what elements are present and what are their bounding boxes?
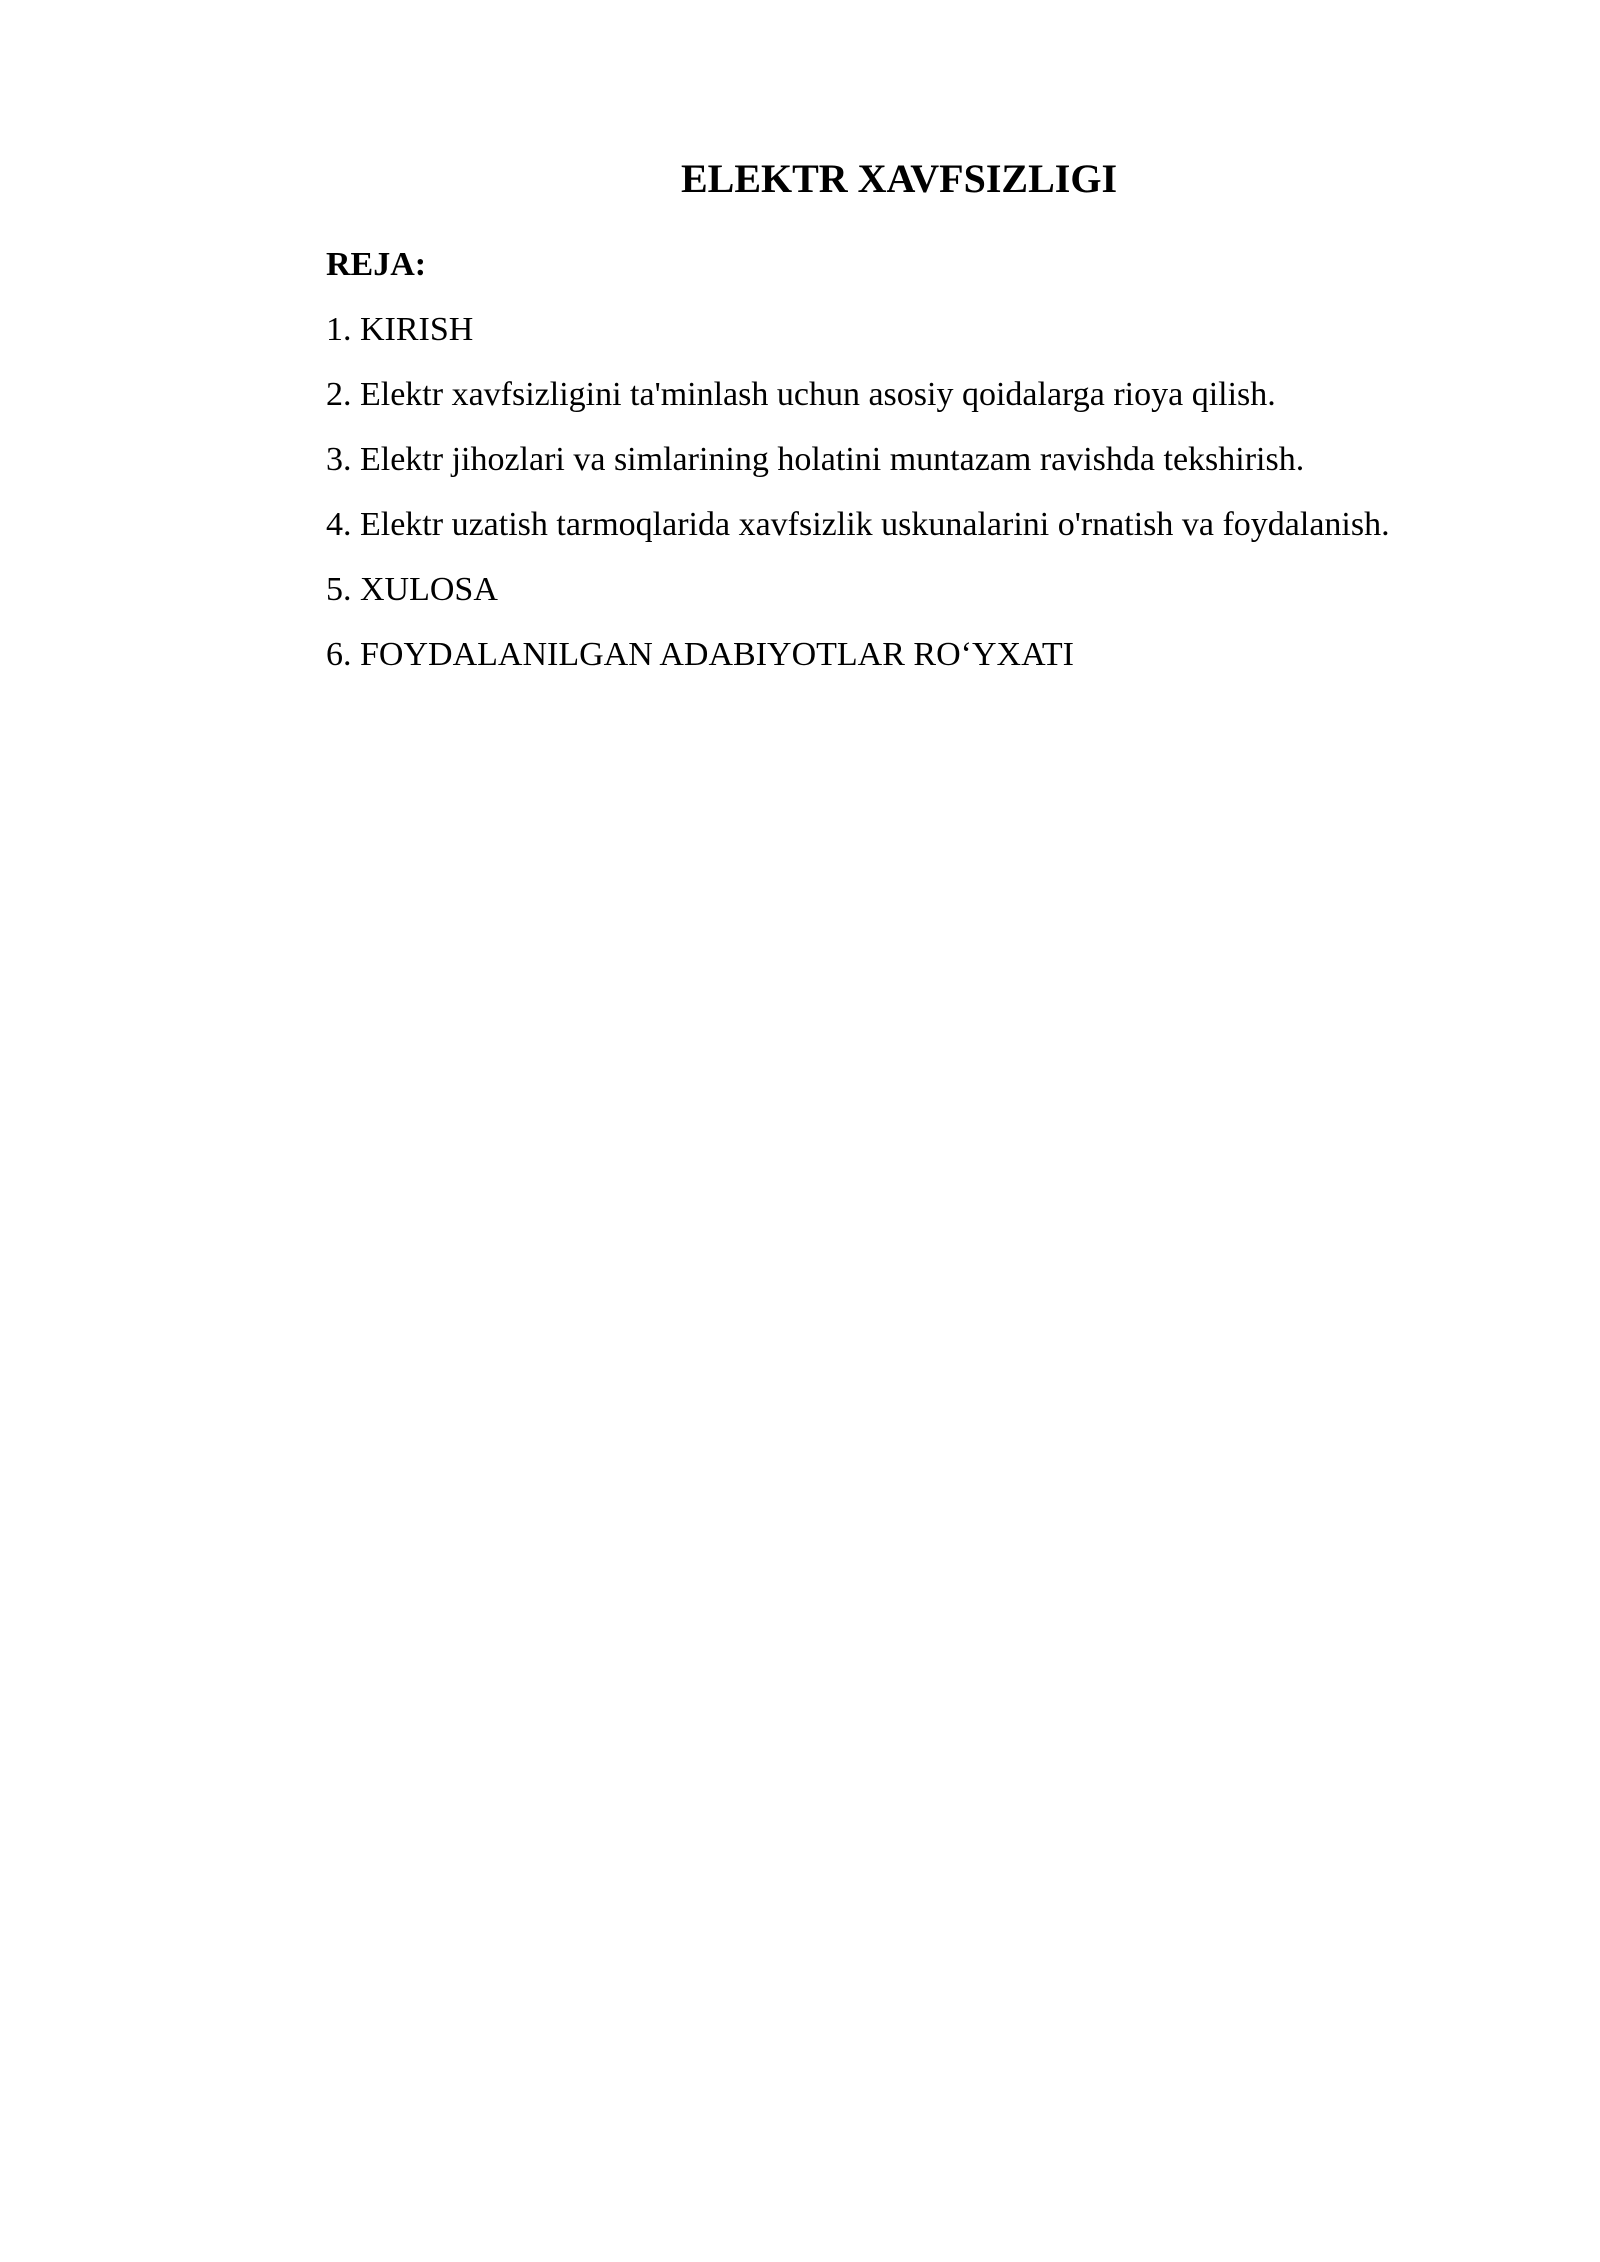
plan-item-2: 2. Elektr xavfsizligini ta'minlash uchun asosiy qoidalarga rioya qilish. — [326, 376, 1276, 413]
plan-heading: REJA: — [326, 246, 427, 283]
plan-item-5: 5. XULOSA — [326, 571, 498, 608]
plan-item-4: 4. Elektr uzatish tarmoqlarida xavfsizlik uskunalarini o'rnatish va foydalanish. — [326, 506, 1390, 543]
document-title: ELEKTR XAVFSIZLIGI — [680, 156, 1118, 201]
plan-item-3: 3. Elektr jihozlari va simlarining holatini muntazam ravishda tekshirish. — [326, 441, 1305, 478]
plan-item-1: 1. KIRISH — [326, 311, 474, 348]
document-content — [230, 148, 1488, 687]
plan-item-6: 6. FOYDALANILGAN ADABIYOTLAR RO‘YXATI — [326, 636, 1074, 673]
